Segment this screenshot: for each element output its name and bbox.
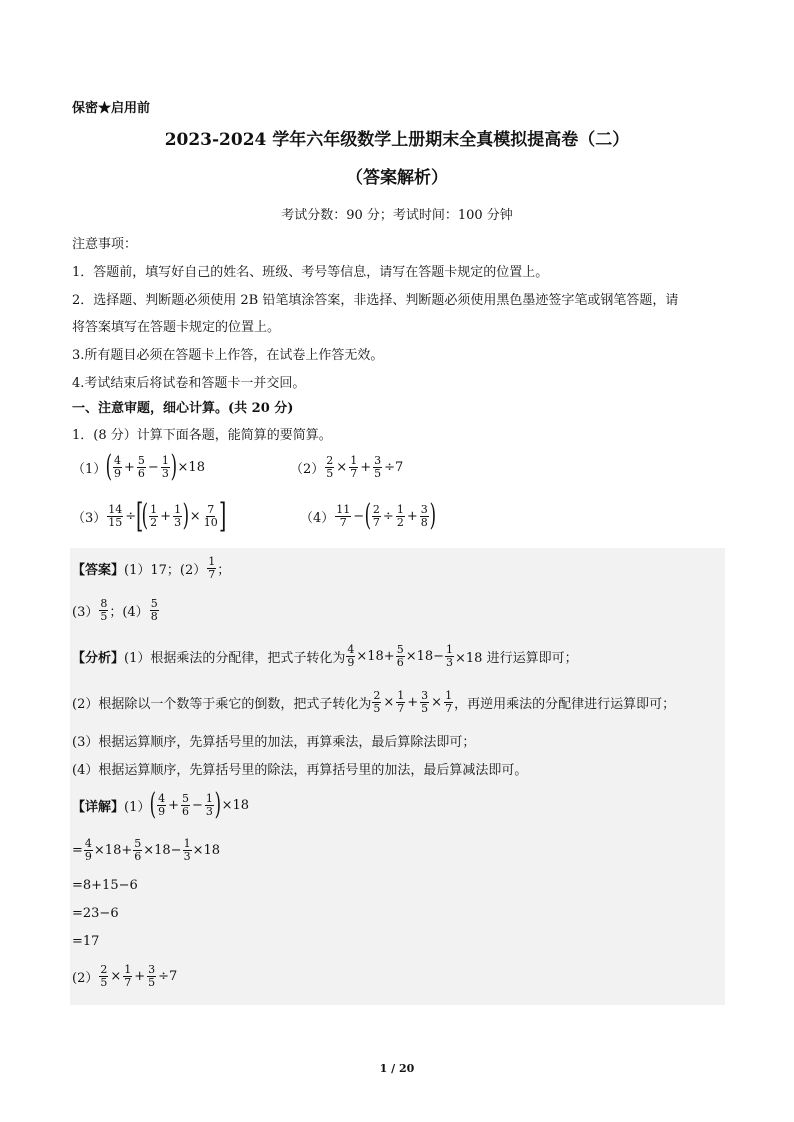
problem-3: （3） $\frac{14}{15}$ ÷ [ ( $\frac{1}{2}$ + $\frac{1}{3}$ ) × $\frac{7}{10}$ ] xyxy=(72,496,226,536)
page-title: 2023-2024 学年六年级数学上册期末全真模拟提高卷（二） xyxy=(164,130,630,150)
problem-label: （4） xyxy=(300,510,335,526)
detail-text: = xyxy=(72,842,83,858)
detail-text: ×18− xyxy=(143,842,182,858)
detail-text: ×18+ xyxy=(93,842,133,858)
note-item: 1．答题前，填写好自己的姓名、班级、考号等信息，请写在答题卡规定的位置上。 xyxy=(72,265,549,280)
note-item: 3.所有题目必须在答题卡上作答，在试卷上作答无效。 xyxy=(72,348,384,363)
detail-line-5: =17 xyxy=(72,934,100,949)
section-heading: 一、注意审题，细心计算。(共 20 分) xyxy=(72,401,294,416)
problem-label: （3） xyxy=(72,510,107,526)
answer-text: ；(4） xyxy=(109,604,149,620)
problem-label: （1） xyxy=(72,461,107,477)
detail-text: (2） xyxy=(72,970,99,986)
question-1: 1．(8 分）计算下面各题，能简算的要简算。 xyxy=(72,428,332,443)
detail-label: 【详解】 xyxy=(72,799,125,815)
answer-line-1: 【答案】 (1）17；(2） $\frac{1}{7}$ ； xyxy=(72,554,231,581)
answer-line-2: (3） $\frac{8}{5}$ ；(4） $\frac{5}{8}$ xyxy=(72,596,158,623)
analysis-text: ×18 进行运算即可； xyxy=(455,650,578,666)
detail-line-4: =23−6 xyxy=(72,906,119,921)
detail-line-1: 【详解】 (1） ( $\frac{4}{9}$ + $\frac{5}{6}$ − $\frac{1}{3}$ ) ×18 xyxy=(72,787,250,822)
analysis-text: ×18+ xyxy=(356,648,395,664)
analysis-line-4: (4）根据运算顺序，先算括号里的除法，再算括号里的加法，最后算减法即可。 xyxy=(72,763,528,778)
answer-text: (1）17；(2） xyxy=(124,562,207,578)
detail-line-2: = $\frac{4}{9}$ ×18+ $\frac{5}{6}$ ×18− $\frac{1}{3}$ ×18 xyxy=(72,836,220,863)
analysis-text: (2）根据除以一个数等于乘它的倒数，把式子转化为 xyxy=(72,696,372,712)
answer-label: 【答案】 xyxy=(72,562,125,578)
detail-text: ×18 xyxy=(192,842,220,858)
note-item: 4.考试结束后将试卷和答题卡一并交回。 xyxy=(72,376,306,391)
detail-line-3: =8+15−6 xyxy=(72,878,138,893)
secret-label: 保密★启用前 xyxy=(72,101,151,116)
notes-heading: 注意事项： xyxy=(72,237,138,252)
analysis-text: ，再逆用乘法的分配律进行运算即可； xyxy=(454,696,676,712)
problem-2: （2） $\frac{2}{5}$ × $\frac{1}{7}$ + $\frac{3}{5}$ ÷7 xyxy=(290,453,404,480)
answer-text: ； xyxy=(217,562,231,578)
page-number: 1 / 20 xyxy=(379,1062,415,1075)
analysis-line-3: (3）根据运算顺序，先算括号里的加法，再算乘法，最后算除法即可； xyxy=(72,735,476,750)
problem-label: （2） xyxy=(290,461,325,477)
detail-text: (1） xyxy=(124,799,151,815)
analysis-line-2: (2）根据除以一个数等于乘它的倒数，把式子转化为 $\frac{2}{5}$ × $\frac{1}{7}$ + $\frac{3}{5}$ × $\frac{1}{7}$ ，再逆用乘法的分配律进行运算即可； xyxy=(72,688,676,715)
analysis-line-1: 【分析】 (1）根据乘法的分配律，把式子转化为 $\frac{4}{9}$ ×18+ $\frac{5}{6}$ ×18− $\frac{1}{3}$ ×18 进行运算即可； xyxy=(72,642,578,669)
answer-text: (3） xyxy=(72,604,99,620)
analysis-text: ×18− xyxy=(405,648,445,664)
note-item: 将答案填写在答题卡规定的位置上。 xyxy=(72,320,281,335)
problem-1: （1） ( $\frac{4}{9}$ + $\frac{5}{6}$ − $\frac{1}{3}$ ) ×18 xyxy=(72,449,205,484)
note-item: 2．选择题、判断题必须使用 2B 铅笔填涂答案，非选择、判断题必须使用黑色墨迹签字笔或钢笔答题，请 xyxy=(72,293,679,308)
page-subtitle: （答案解析） xyxy=(346,168,448,188)
exam-info: 考试分数：90 分；考试时间：100 分钟 xyxy=(281,208,513,223)
problem-4: （4） $\frac{11}{7}$ − ( $\frac{2}{7}$ ÷ $\frac{1}{2}$ + $\frac{3}{8}$ ) xyxy=(300,498,436,533)
detail-line-6: (2） $\frac{2}{5}$ × $\frac{1}{7}$ + $\frac{3}{5}$ ÷7 xyxy=(72,962,178,989)
analysis-label: 【分析】 xyxy=(72,650,125,666)
analysis-text: (1）根据乘法的分配律，把式子转化为 xyxy=(124,650,346,666)
